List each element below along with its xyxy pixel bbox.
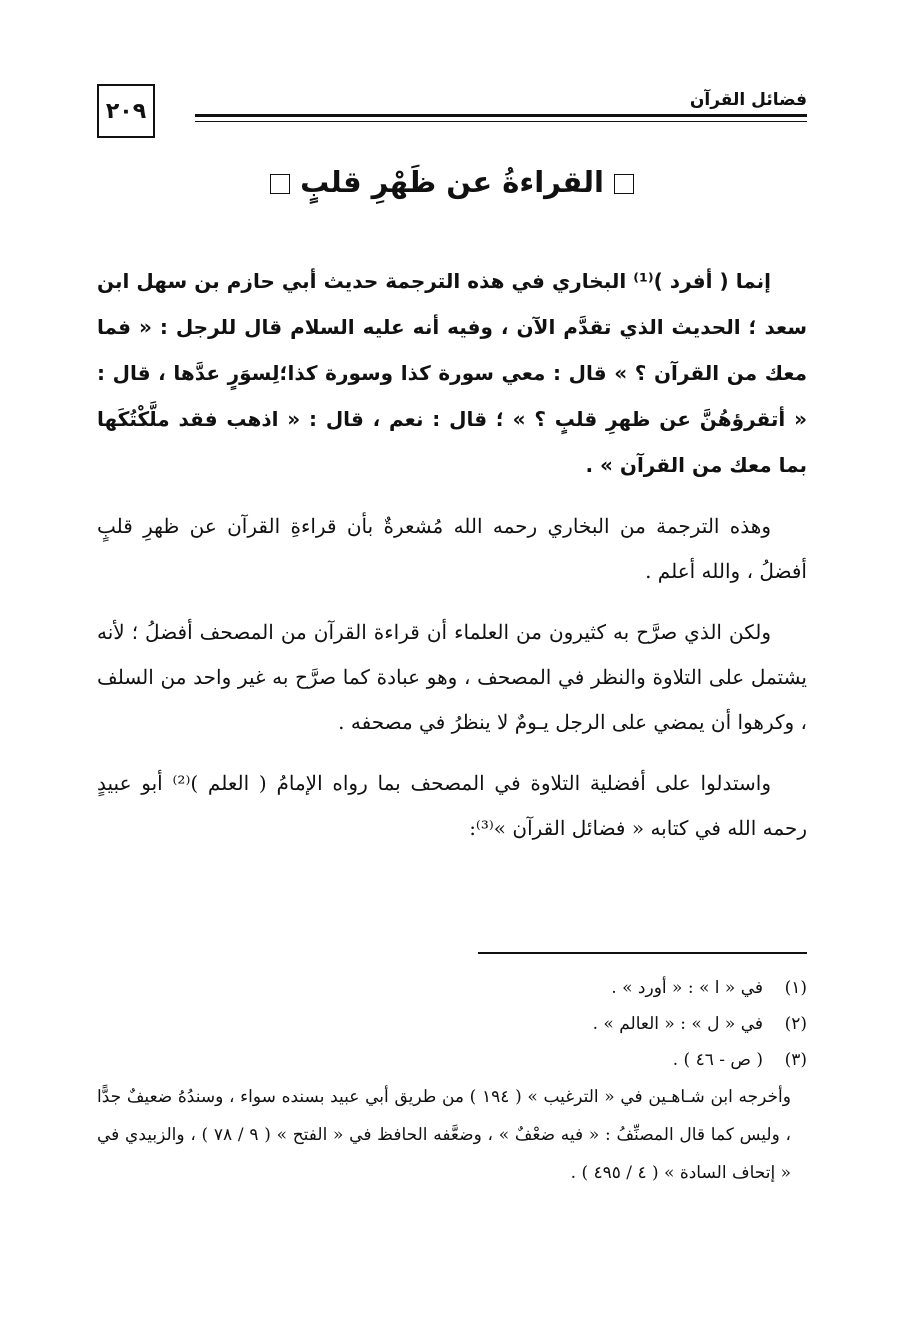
section-title — [97, 165, 807, 199]
paragraph-1: إنما ( أفرد )⁽¹⁾ البخاري في هذه الترجمة حديث أبي حازم بن سهل ابن سعد ؛ الحديث الذي تقدَّم الآن ، وفيه أنه عليه السلام قال للرجل : « فما معك من القرآن ؟ » قال : معي سورة كذا وسورة كذا؛لِسوَرٍ عدَّها ، قال : « أتقرؤهُنَّ عن ظهرِ قلبٍ ؟ » ؛ قال : نعم ، قال : « اذهب فقد ملَّكْتُكَها بما معك من القرآن » . — [97, 269, 807, 477]
footnote-text: ( ص - ٤٦ ) . — [672, 1050, 763, 1070]
title-box-icon — [614, 174, 634, 194]
page-number: ٢٠٩ — [97, 84, 155, 138]
footnote-text: في « ل » : « العالم » . — [592, 1014, 763, 1034]
footnote-text: في « ا » : « أورد » . — [611, 978, 763, 998]
running-head: فضائل القرآن — [689, 90, 807, 110]
paragraph-3: ولكن الذي صرَّح به كثيرون من العلماء أن قراءة القرآن من المصحف أفضلُ ؛ لأنه يشتمل على التلاوة والنظر في المصحف ، وهو عبادة كما صرَّح به غير واحد من السلف ، وكرهوا أن يمضي على الرجل يـومٌ لا ينظرُ في مصحفه . — [97, 620, 807, 734]
title-box-icon — [270, 174, 290, 194]
body-text — [97, 258, 807, 867]
paragraph-4: واستدلوا على أفضلية التلاوة في المصحف بما رواه الإمامُ ( العلم )⁽²⁾ أبو عبيدٍ رحمه الله في كتابه « فضائل القرآن »⁽³⁾: — [97, 771, 807, 840]
footnote-number: (٣) — [784, 1050, 807, 1070]
footnote-3 — [97, 1042, 807, 1078]
footnote-2 — [97, 1006, 807, 1042]
footnote-number: (١) — [784, 978, 807, 998]
header-rule-thick — [195, 114, 807, 117]
footnote-divider — [478, 952, 807, 954]
header-rule-thin — [195, 121, 807, 122]
footnote-1 — [97, 970, 807, 1006]
footnote-3-continuation: وأخرجه ابن شـاهـين في « الترغيب » ( ١٩٤ ) من طريق أبي عبيد بسنده سواء ، وسندُهُ ضعيفٌ جدًّا ، وليس كما قال المصنِّفُ : « فيه ضعْفٌ » ، وضعَّفه الحافظ في « الفتح » ( ٩ / ٧٨ ) ، والزبيدي في « إتحاف السادة » ( ٤ / ٤٩٥ ) . — [97, 1087, 791, 1183]
section-title-text: القراءةُ عن ظَهْرِ قلبٍ — [300, 165, 604, 199]
footnotes — [97, 970, 807, 1192]
paragraph-2: وهذه الترجمة من البخاري رحمه الله مُشعرةٌ بأن قراءةِ القرآن عن ظهرِ قلبٍ أفضلُ ، والله أعلم . — [97, 514, 807, 583]
page-header — [97, 84, 807, 144]
footnote-number: (٢) — [784, 1014, 807, 1034]
